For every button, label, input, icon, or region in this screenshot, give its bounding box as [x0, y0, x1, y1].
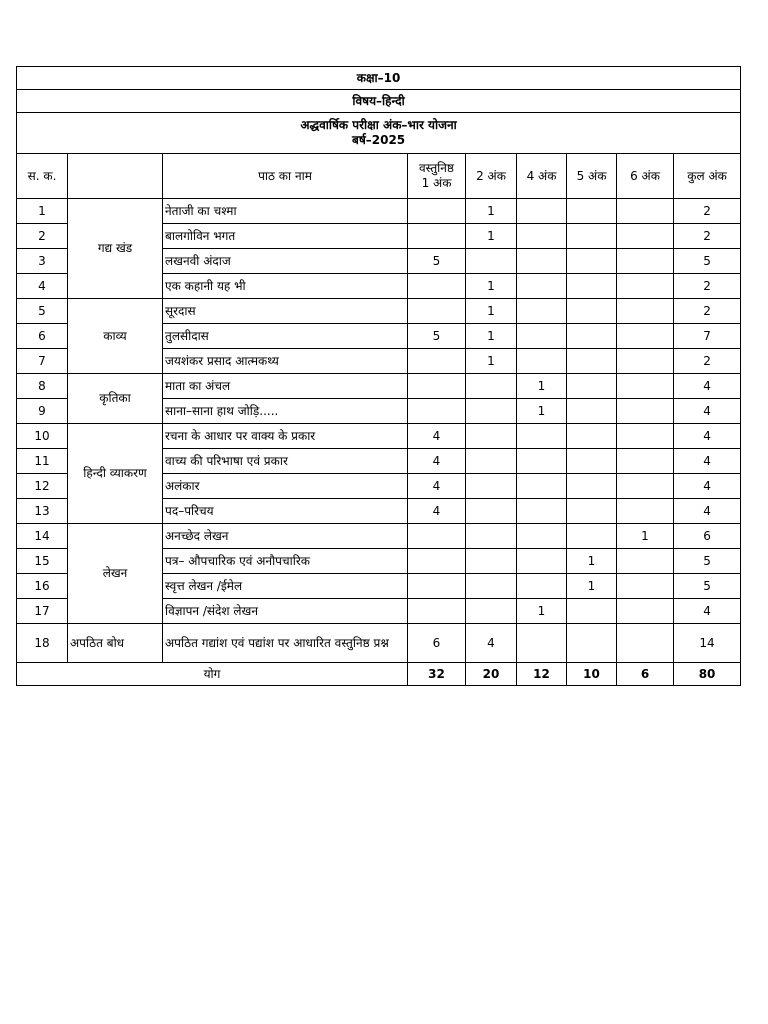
section-name-cell: अपठित बोध [68, 624, 163, 663]
five-mark-cell [567, 624, 617, 663]
col-header-sno: स. क. [17, 154, 68, 199]
five-mark-cell: 1 [567, 549, 617, 574]
serial-number-cell: 1 [17, 199, 68, 224]
lesson-name-cell: बालगोविन भगत [163, 224, 408, 249]
four-mark-cell [517, 474, 567, 499]
objective-marks-cell [408, 374, 466, 399]
four-mark-cell [517, 449, 567, 474]
total-marks-cell: 4 [674, 449, 741, 474]
grand-total: 80 [674, 663, 741, 686]
lesson-name-cell: लखनवी अंदाज [163, 249, 408, 274]
two-mark-cell [466, 574, 517, 599]
four-mark-cell [517, 624, 567, 663]
total-marks-cell: 4 [674, 599, 741, 624]
objective-marks-cell: 6 [408, 624, 466, 663]
total-marks-cell: 4 [674, 499, 741, 524]
two-mark-cell [466, 599, 517, 624]
serial-number-cell: 18 [17, 624, 68, 663]
five-mark-cell [567, 224, 617, 249]
two-mark-cell [466, 249, 517, 274]
lesson-name-cell: विज्ञापन /संदेश लेखन [163, 599, 408, 624]
col-header-section [68, 154, 163, 199]
four-mark-cell [517, 574, 567, 599]
objective-marks-cell: 4 [408, 449, 466, 474]
total-four-mark: 12 [517, 663, 567, 686]
four-mark-cell [517, 274, 567, 299]
lesson-name-cell: अलंकार [163, 474, 408, 499]
serial-number-cell: 5 [17, 299, 68, 324]
two-mark-cell [466, 449, 517, 474]
section-name-cell: लेखन [68, 524, 163, 624]
four-mark-cell [517, 324, 567, 349]
col-header-5-marks: 5 अंक [567, 154, 617, 199]
two-mark-cell: 1 [466, 224, 517, 249]
five-mark-cell [567, 474, 617, 499]
table-row [17, 624, 741, 663]
col-header-lesson: पाठ का नाम [163, 154, 408, 199]
six-mark-cell [617, 324, 674, 349]
four-mark-cell [517, 224, 567, 249]
col-header-objective-line1: वस्तुनिष्ठ [418, 161, 455, 175]
serial-number-cell: 6 [17, 324, 68, 349]
objective-marks-cell [408, 574, 466, 599]
table-row [17, 374, 741, 399]
total-marks-cell: 2 [674, 299, 741, 324]
five-mark-cell [567, 399, 617, 424]
serial-number-cell: 8 [17, 374, 68, 399]
total-six-mark: 6 [617, 663, 674, 686]
lesson-name-cell: साना–साना हाथ जोड़ि..... [163, 399, 408, 424]
six-mark-cell [617, 624, 674, 663]
six-mark-cell [617, 299, 674, 324]
six-mark-cell [617, 224, 674, 249]
six-mark-cell [617, 199, 674, 224]
total-marks-cell: 2 [674, 199, 741, 224]
table-row [17, 299, 741, 324]
five-mark-cell [567, 324, 617, 349]
six-mark-cell [617, 474, 674, 499]
header-row-subject [17, 90, 741, 113]
lesson-name-cell: पत्र– औपचारिक एवं अनौपचारिक [163, 549, 408, 574]
lesson-name-cell: पद–परिचय [163, 499, 408, 524]
col-header-total: कुल अंक [674, 154, 741, 199]
total-marks-cell: 2 [674, 224, 741, 249]
two-mark-cell: 1 [466, 299, 517, 324]
total-marks-cell: 5 [674, 549, 741, 574]
serial-number-cell: 12 [17, 474, 68, 499]
five-mark-cell [567, 374, 617, 399]
header-row-class [17, 67, 741, 90]
serial-number-cell: 10 [17, 424, 68, 449]
serial-number-cell: 14 [17, 524, 68, 549]
table-row [17, 424, 741, 449]
total-marks-cell: 4 [674, 424, 741, 449]
subject-label: विषय–हिन्दी [17, 90, 741, 113]
header-row-title [17, 113, 741, 154]
two-mark-cell [466, 474, 517, 499]
section-name-cell: कृतिका [68, 374, 163, 424]
total-marks-cell: 5 [674, 249, 741, 274]
serial-number-cell: 9 [17, 399, 68, 424]
five-mark-cell [567, 299, 617, 324]
objective-marks-cell [408, 599, 466, 624]
marks-weightage-table [16, 66, 741, 686]
class-label: कक्षा–10 [17, 67, 741, 90]
five-mark-cell [567, 199, 617, 224]
two-mark-cell [466, 549, 517, 574]
lesson-name-cell: तुलसीदास [163, 324, 408, 349]
six-mark-cell [617, 549, 674, 574]
lesson-name-cell: जयशंकर प्रसाद आत्मकथ्य [163, 349, 408, 374]
objective-marks-cell [408, 274, 466, 299]
totals-label: योग [17, 663, 408, 686]
six-mark-cell [617, 499, 674, 524]
six-mark-cell [617, 249, 674, 274]
five-mark-cell [567, 524, 617, 549]
lesson-name-cell: वाच्य की परिभाषा एवं प्रकार [163, 449, 408, 474]
total-marks-cell: 2 [674, 349, 741, 374]
lesson-name-cell: सूरदास [163, 299, 408, 324]
objective-marks-cell [408, 524, 466, 549]
serial-number-cell: 4 [17, 274, 68, 299]
six-mark-cell [617, 424, 674, 449]
total-marks-cell: 4 [674, 399, 741, 424]
total-marks-cell: 7 [674, 324, 741, 349]
lesson-name-cell: अपठित गद्यांश एवं पद्यांश पर आधारित वस्तुनिष्ठ प्रश्न [163, 624, 408, 663]
total-marks-cell: 4 [674, 374, 741, 399]
serial-number-cell: 2 [17, 224, 68, 249]
two-mark-cell: 1 [466, 349, 517, 374]
five-mark-cell [567, 599, 617, 624]
two-mark-cell [466, 499, 517, 524]
objective-marks-cell: 4 [408, 499, 466, 524]
objective-marks-cell: 4 [408, 474, 466, 499]
section-name-cell: हिन्दी व्याकरण [68, 424, 163, 524]
lesson-name-cell: स्वृत्त लेखन /ईमेल [163, 574, 408, 599]
five-mark-cell [567, 424, 617, 449]
total-marks-cell: 5 [674, 574, 741, 599]
col-header-objective [408, 154, 466, 199]
lesson-name-cell: माता का अंचल [163, 374, 408, 399]
four-mark-cell [517, 349, 567, 374]
two-mark-cell [466, 374, 517, 399]
six-mark-cell [617, 374, 674, 399]
four-mark-cell [517, 299, 567, 324]
six-mark-cell: 1 [617, 524, 674, 549]
table-row [17, 524, 741, 549]
five-mark-cell: 1 [567, 574, 617, 599]
serial-number-cell: 17 [17, 599, 68, 624]
total-marks-cell: 6 [674, 524, 741, 549]
col-header-objective-line2: 1 अंक [421, 176, 452, 190]
two-mark-cell [466, 524, 517, 549]
four-mark-cell [517, 524, 567, 549]
four-mark-cell [517, 199, 567, 224]
six-mark-cell [617, 599, 674, 624]
five-mark-cell [567, 274, 617, 299]
total-marks-cell: 14 [674, 624, 741, 663]
two-mark-cell: 1 [466, 274, 517, 299]
five-mark-cell [567, 499, 617, 524]
col-header-6-marks: 6 अंक [617, 154, 674, 199]
six-mark-cell [617, 574, 674, 599]
six-mark-cell [617, 349, 674, 374]
four-mark-cell [517, 499, 567, 524]
two-mark-cell [466, 424, 517, 449]
section-name-cell: गद्य खंड [68, 199, 163, 299]
col-header-4-marks: 4 अंक [517, 154, 567, 199]
title-cell [17, 113, 741, 154]
total-marks-cell: 2 [674, 274, 741, 299]
lesson-name-cell: एक कहानी यह भी [163, 274, 408, 299]
five-mark-cell [567, 249, 617, 274]
serial-number-cell: 13 [17, 499, 68, 524]
document-title: अद्धवार्षिक परीक्षा अंक–भार योजना [300, 118, 457, 132]
serial-number-cell: 16 [17, 574, 68, 599]
objective-marks-cell: 5 [408, 324, 466, 349]
objective-marks-cell [408, 224, 466, 249]
lesson-name-cell: नेताजी का चश्मा [163, 199, 408, 224]
year-label: बर्ष–2025 [351, 133, 406, 147]
total-objective: 32 [408, 663, 466, 686]
four-mark-cell [517, 424, 567, 449]
four-mark-cell [517, 249, 567, 274]
six-mark-cell [617, 399, 674, 424]
objective-marks-cell [408, 299, 466, 324]
objective-marks-cell: 4 [408, 424, 466, 449]
table-row [17, 199, 741, 224]
serial-number-cell: 15 [17, 549, 68, 574]
six-mark-cell [617, 274, 674, 299]
four-mark-cell: 1 [517, 374, 567, 399]
serial-number-cell: 7 [17, 349, 68, 374]
four-mark-cell: 1 [517, 399, 567, 424]
five-mark-cell [567, 349, 617, 374]
total-five-mark: 10 [567, 663, 617, 686]
serial-number-cell: 3 [17, 249, 68, 274]
serial-number-cell: 11 [17, 449, 68, 474]
objective-marks-cell [408, 549, 466, 574]
lesson-name-cell: रचना के आधार पर वाक्य के प्रकार [163, 424, 408, 449]
four-mark-cell: 1 [517, 599, 567, 624]
objective-marks-cell: 5 [408, 249, 466, 274]
two-mark-cell [466, 399, 517, 424]
column-header-row [17, 154, 741, 199]
totals-row [17, 663, 741, 686]
five-mark-cell [567, 449, 617, 474]
two-mark-cell: 4 [466, 624, 517, 663]
total-marks-cell: 4 [674, 474, 741, 499]
section-name-cell: काव्य [68, 299, 163, 374]
two-mark-cell: 1 [466, 324, 517, 349]
objective-marks-cell [408, 199, 466, 224]
lesson-name-cell: अनच्छेद लेखन [163, 524, 408, 549]
four-mark-cell [517, 549, 567, 574]
objective-marks-cell [408, 399, 466, 424]
six-mark-cell [617, 449, 674, 474]
objective-marks-cell [408, 349, 466, 374]
col-header-2-marks: 2 अंक [466, 154, 517, 199]
total-two-mark: 20 [466, 663, 517, 686]
two-mark-cell: 1 [466, 199, 517, 224]
